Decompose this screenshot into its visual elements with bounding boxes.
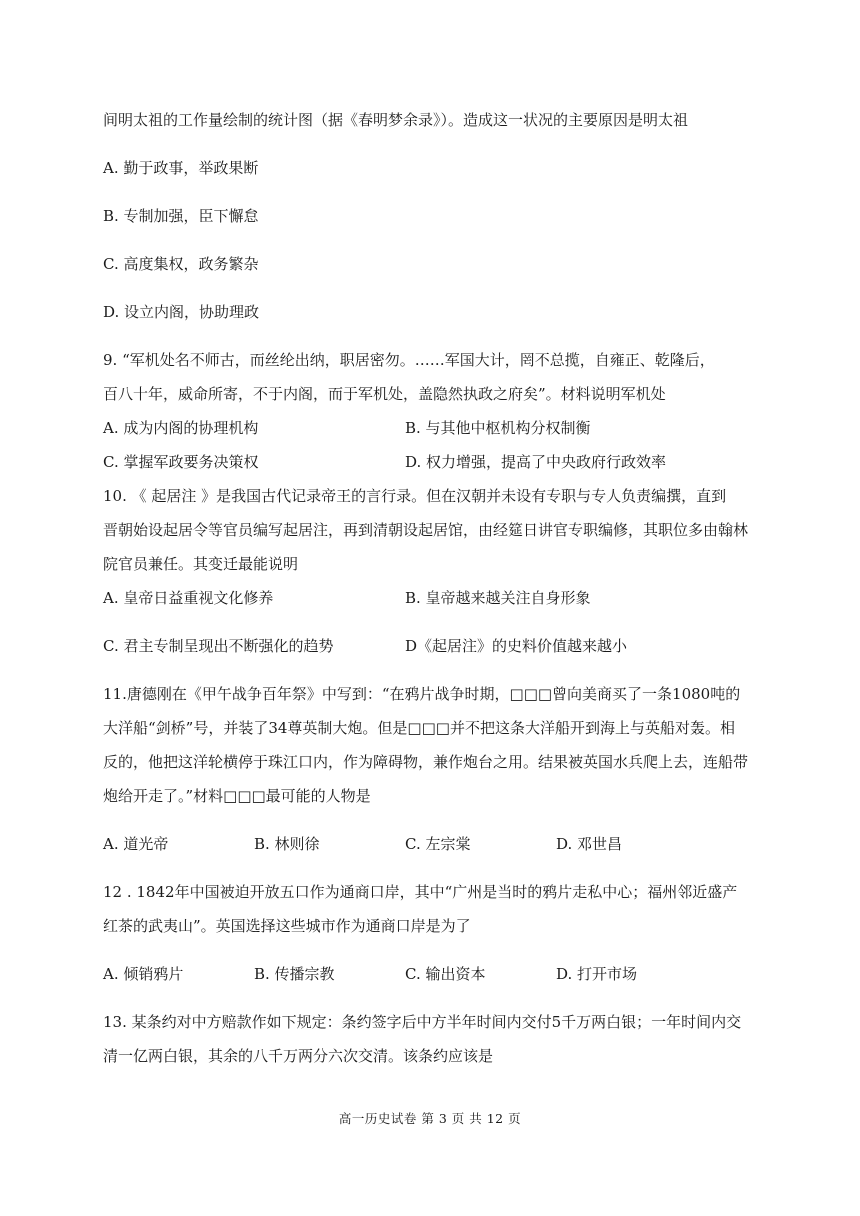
q9-option-b: B. 与其他中枢机构分权制衡	[405, 419, 591, 437]
q13-stem-line-2: 清一亿两白银，其余的八千万两分六次交清。该条约应该是	[103, 1047, 494, 1065]
q10-option-d: D《起居注》的史料价值越来越小	[405, 637, 628, 655]
q8-option-c: C. 高度集权，政务繁杂	[103, 255, 259, 273]
q8-option-a: A. 勤于政事，举政果断	[103, 159, 259, 177]
q11-stem-line-4: 炮给开走了。”材料□□□最可能的人物是	[103, 787, 371, 805]
q11-stem-line-1: 11.唐德刚在《甲午战争百年祭》中写到：“在鸦片战争时期，□□□曾向美商买了一条1080吨的	[103, 685, 741, 703]
q9-option-a: A. 成为内阁的协理机构	[103, 419, 259, 437]
q12-option-a: A. 倾销鸦片	[103, 965, 184, 983]
q10-option-a: A. 皇帝日益重视文化修养	[103, 589, 274, 607]
q8-option-b: B. 专制加强，臣下懈怠	[103, 207, 259, 225]
q10-stem-line-3: 院官员兼任。其变迁最能说明	[103, 555, 299, 573]
q10-option-b: B. 皇帝越来越关注自身形象	[405, 589, 591, 607]
q11-option-d: D. 邓世昌	[556, 835, 623, 853]
q10-option-c: C. 君主专制呈现出不断强化的趋势	[103, 637, 334, 655]
q12-option-c: C. 输出资本	[405, 965, 486, 983]
q11-option-b: B. 林则徐	[254, 835, 320, 853]
q8-stem: 间明太祖的工作量绘制的统计图（据《春明梦余录》）。造成这一状况的主要原因是明太祖	[103, 111, 689, 129]
q9-stem-line-1: 9. “军机处名不师古，而丝纶出纳，职居密勿。……军国大计，罔不总揽，自雍正、乾隆后，	[103, 351, 715, 369]
q11-option-c: C. 左宗棠	[405, 835, 471, 853]
q11-stem-line-3: 反的，他把这洋轮横停于珠江口内，作为障碍物，兼作炮台之用。结果被英国水兵爬上去，连船带	[103, 753, 749, 771]
q12-stem-line-1: 12 . 1842年中国被迫开放五口作为通商口岸，其中“广州是当时的鸦片走私中心；福州邻近盛产	[103, 883, 738, 901]
q11-option-a: A. 道光帝	[103, 835, 169, 853]
q8-option-d: D. 设立内阁，协助理政	[103, 303, 260, 321]
q9-stem-line-2: 百八十年，威命所寄，不于内阁，而于军机处，盖隐然执政之府矣”。材料说明军机处	[103, 385, 666, 403]
q9-option-c: C. 掌握军政要务决策权	[103, 453, 259, 471]
q9-option-d: D. 权力增强，提高了中央政府行政效率	[405, 453, 667, 471]
q13-stem-line-1: 13. 某条约对中方赔款作如下规定：条约签字后中方半年时间内交付5千万两白银；一年时间内交	[103, 1013, 742, 1031]
q10-stem-line-2: 晋朝始设起居令等官员编写起居注，再到清朝设起居馆，由经筵日讲官专职编修，其职位多由翰林	[103, 521, 749, 539]
q12-stem-line-2: 红茶的武夷山”。英国选择这些城市作为通商口岸是为了	[103, 917, 471, 935]
q12-option-b: B. 传播宗教	[254, 965, 335, 983]
q12-option-d: D. 打开市场	[556, 965, 638, 983]
q11-stem-line-2: 大洋船“剑桥”号，并装了34尊英制大炮。但是□□□并不把这条大洋船开到海上与英船对轰。相	[103, 719, 735, 737]
page-footer: 高一历史试卷 第 3 页 共 12 页	[338, 1111, 522, 1126]
q10-stem-line-1: 10. 《 起居注 》是我国古代记录帝王的言行录。但在汉朝并未设有专职与专人负责编撰，直到	[103, 487, 727, 505]
